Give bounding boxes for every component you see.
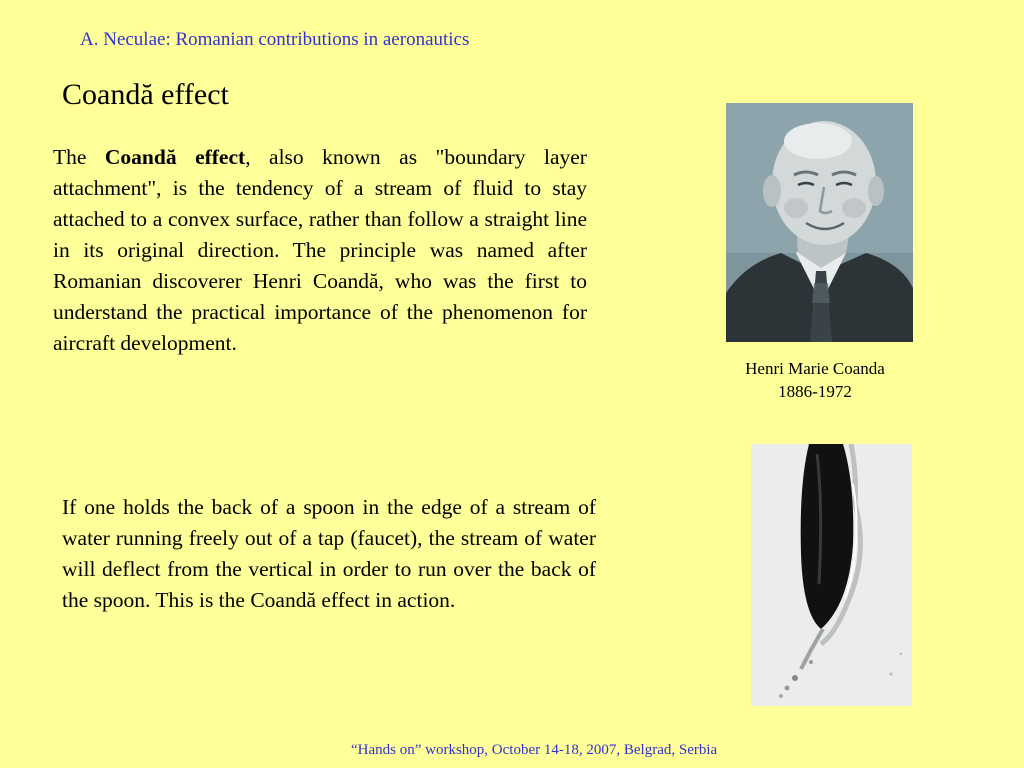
caption-name: Henri Marie Coanda xyxy=(745,359,885,378)
definition-body: , also known as "boundary layer attachment", is the tendency of a stream of fluid to stay attached to a convex surface, rather than follow a straight line in its original direction. The principle was named after Romanian discoverer Henri Coandă, who was the first to understand the practical importance of the phenomenon for aircraft development. xyxy=(53,145,587,355)
spoon-paragraph: If one holds the back of a spoon in the edge of a stream of water running freely out of a tap (faucet), the stream of water will deflect from the vertical in order to run over the back of the spoon. This is the Coandă effect in action. xyxy=(62,495,596,612)
definition-lead: The xyxy=(53,145,105,169)
definition-term: Coandă effect xyxy=(104,145,246,169)
portrait-caption xyxy=(715,357,915,403)
caption-years: 1886-1972 xyxy=(778,382,852,401)
slide-title: Coandă effect xyxy=(62,78,229,111)
definition-paragraph xyxy=(53,142,587,359)
slide-footer: “Hands on” workshop, October 14-18, 2007, Belgrad, Serbia xyxy=(351,742,718,758)
portrait-illustration xyxy=(726,103,913,342)
spoon-water-photo xyxy=(751,444,912,706)
spoon-illustration xyxy=(751,444,912,706)
slide-header: A. Neculae: Romanian contributions in aeronautics xyxy=(80,29,470,50)
portrait-photo xyxy=(726,103,913,342)
